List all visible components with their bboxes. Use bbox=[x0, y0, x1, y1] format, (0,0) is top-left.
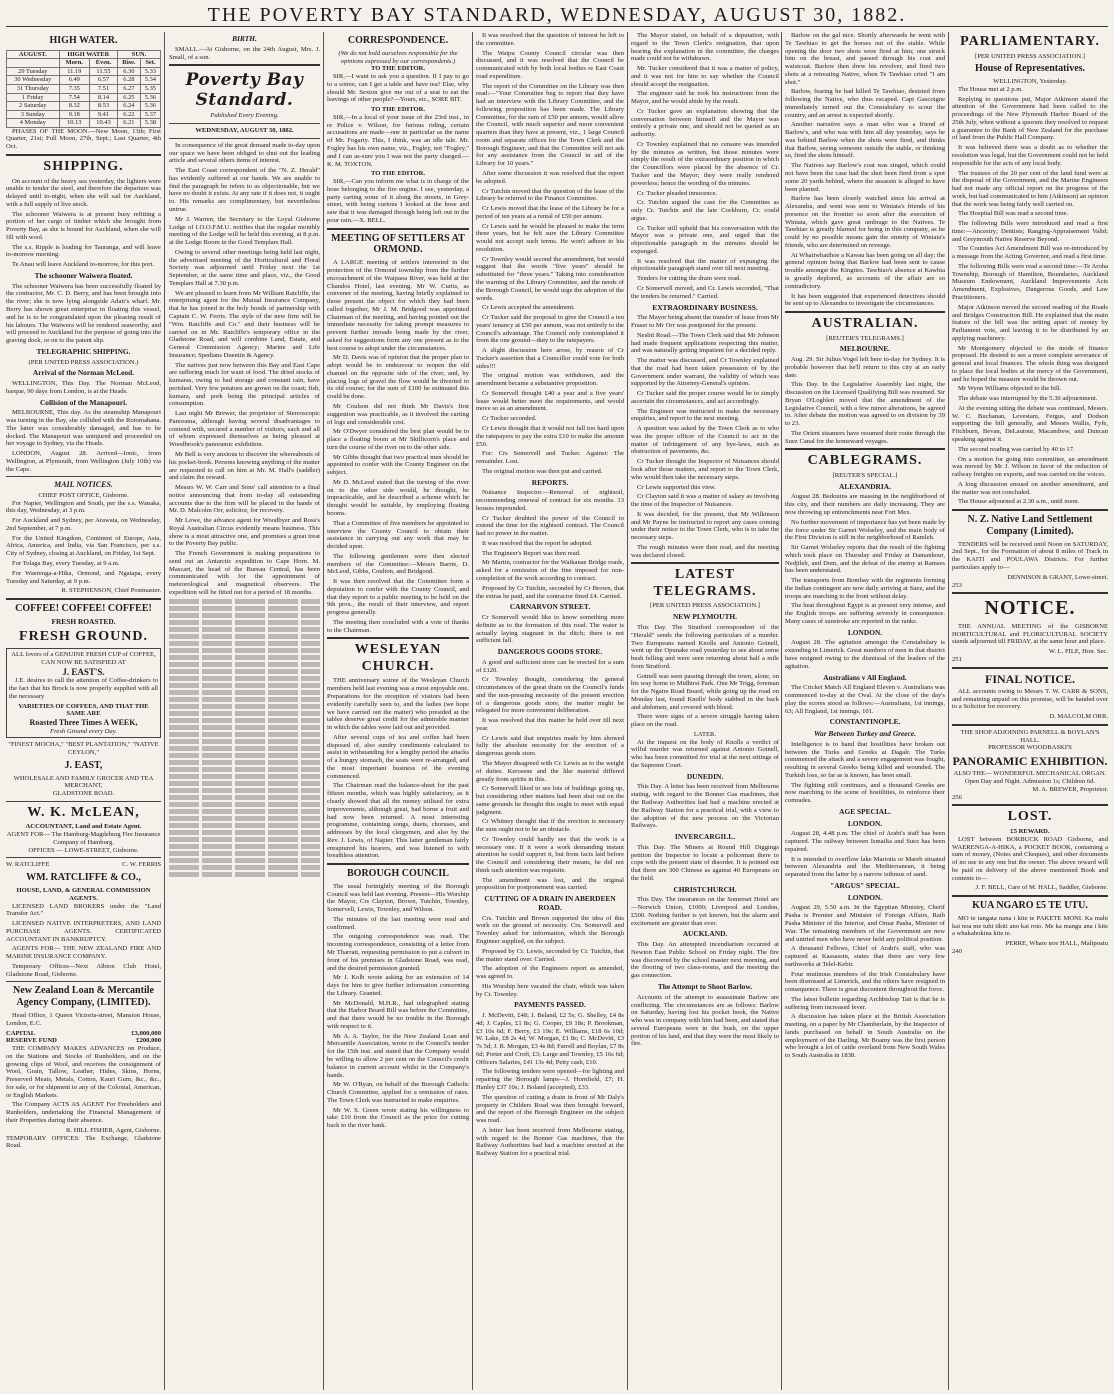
column-rule bbox=[164, 32, 165, 1390]
birth-notice: SMALL.—At Gisborne, on the 24th August, Mrs. J. Small, of a son. bbox=[169, 45, 320, 61]
tide-subheader: Morn. bbox=[59, 59, 89, 68]
mail-title: MAIL NOTICES. bbox=[54, 480, 113, 490]
paragraph: The schooner Waiwera is at present busy refitting a portion of her cargo of timber which she brought from Poverty Bay, as she is bound for Auckland, when she will fill with wool. bbox=[6, 210, 161, 241]
ratcliffe-name: WM. RATCLIFFE & CO., bbox=[26, 872, 141, 884]
paragraph: For Waerenga-a-Hika, Ormond, and Ngatapa, every Tuesday and Saturday, at 9 p.m. bbox=[6, 569, 161, 585]
nz-native-title: N. Z. Native Land Settlement Company (Limited). bbox=[967, 514, 1093, 537]
borough-title: BOROUGH COUNCIL bbox=[347, 868, 449, 880]
paragraph: The s.s. Ripple is loading for Tauranga, and will leave to-morrow morning. bbox=[6, 243, 161, 259]
table-row: 31 Thursday 7.35 7.51 6.27 5.35 bbox=[7, 84, 161, 93]
paragraph: Owing to several other meetings being held last night, the advertised meeting of the Horticultural and Floral Society was adjourned until Friday next the 1st September, at the same time and place, viz., the Good Templars Hall at 7.30 p.m. bbox=[169, 248, 320, 287]
latest-telegrams-title: LATEST TELEGRAMS. bbox=[653, 567, 757, 599]
subheading: Collision of the Manapouri. bbox=[39, 397, 128, 407]
paragraph: Te Anau will leave Auckland to-morrow, for this port. bbox=[12, 261, 154, 269]
lost-title: LOST. bbox=[1007, 809, 1053, 825]
paragraph: The natives just now between this Bay and East Cape are suffering much for want of food. The dried stocks of kumaras, owing to bad storage and constant rain, have perished. Very few potatoes are grown on the coast; fish, kumara, and pork being the principal articles of consumption. bbox=[169, 361, 320, 408]
tide-note: PHASES OF THE MOON.—New Moon, 13th; First Quarter, 21st; Full Moon, 27th, Sept.; Last Quarter, 4th Oct. bbox=[6, 127, 161, 151]
table-row: 29 Tuesday 11.19 11.55 6.30 5.33 bbox=[7, 67, 161, 76]
final-notice-title: FINAL NOTICE. bbox=[984, 671, 1076, 686]
table-row: 1 Friday 7.54 8.14 6.25 5.36 bbox=[7, 93, 161, 102]
tide-header: SUN. bbox=[117, 50, 160, 59]
column-1: HIGH WATER. AUGUST. HIGH WATER SUN. Morn. Even. Rise. Set. 29 Tuesday 11.19 11.55 6.30 5.33 30 Wednesday 6.49 6.57 6.28 5.34 31 Thursday 7.35 7.51 6.27 5.35 1 Friday 7.54 8.14 6.25 5.36 2 Saturday 8.32 8.53 6.24 5.36 3 Sunday 9.18 9.41 6.22 5.37 4 Monday 10.13 10.43 6.21 5.38 PHASES OF THE MOON.—New Moon, 13th; First Quarter, 21st; Full Moon, 27th, Sept.; Last Quarter, 4th Oct. SHIPPING. On account of the heavy sea yesterday, the lighters were unable to tender the steel, and therefore the departure was delayed until to-night, when she will sail for Auckland, with a full supply of live stock. The schooner Waiwera is at present busy refitting a portion of her cargo of timber which she brought from Poverty Bay, as she is bound for Auckland, when she will fill with wool. The s.s. Ripple is loading for Tauranga, and will leave to-morrow morning. Te Anau will leave Auckland to-morrow, for this port. The schooner Waiwera floated. The schooner Waiwera has been successfully floated by the contractor, Mr. C. D. Berry, and has been brought into the river; she is now lying alongside Adair's wharf. Mr. Berry has shown great enterprise in floating this vessel, and he is to be congratulated upon the pleasing result of his labours. The Waiwera will be rendered seaworthy, and will proceed to Auckland for the purpose of going into the graving dock, or on to the patent slip. TELEGRAPHIC SHIPPING. (PER UNITED PRESS ASSOCIATION.) Arrival of the Norman McLeod. WELLINGTON, This Day. The Norman McLeod, barque, 90 days from London, is at the Heads. Collision of the Manapouri. MELBOURNE, This day. As the steamship Manapouri was turning in the Bay, she collided with the Rotomahana. The latter was considerably damaged, and has to be docked. The Manapouri was uninjured and proceeded on her voyage to Sydney, via the Heads. LONDON, August 28. Arrived—Ionic, from Wellington, at Plymouth, from Wellington (July 10th) via the Cape. MAIL NOTICES. CHIEF POST OFFICE, Gisborne. For Napier, Wellington and South, per the s.s. Wanaka, this day, Wednesday, at 3 p.m. For Auckland and Sydney, per Arawata, on Wednesday, 2nd September, at 7 p.m. For the United Kingdom, Continent of Europe, Asia, Africa, America, and India, via San Francisco, per s.s. City of Sydney, closing at Auckland, on Friday, 1st Sept. For Tolaga Bay, every Tuesday, at 9 a.m. For Waerenga-a-Hika, Ormond, and Ngatapa, every Tuesday and Saturday, at 9 p.m. R. STEPHENSON, Chief Postmaster. COFFEE! COFFEE! COFFEE! FRESH ROASTED. FRESH GROUND. ALL lovers of a GENUINE FRESH CUP of COFFEE, CAN NOW BE SATISFIED AT J. EAST'S. J.E. desires to call the attention of Coffee-drinkers to the fact that his Brock is now properly supplied with all the necessary VARIETIES OF COFFEES, AND THAT THE SAME ARE Roasted Three Times A WEEK, Fresh Ground every Day. "FINEST MOCHA," "BEST PLANTATION," "NATIVE CEYLON," J. EAST, WHOLESALE AND FAMILY GROCER AND TEA MERCHANT, GLADSTONE ROAD. W. K. McLEAN, ACCOUNTANT, Land and Estate Agent. AGENT FOR— The Hamburg-Magdeburg Fire Insurance Company of Hamburg. OFFICES — LOWE-STREET, Gisborne. W. RATCLIFFE C. W. FERRIS WM. RATCLIFFE & CO., HOUSE, LAND, & GENERAL COMMISSION AGENTS. LICENSED LAND BROKERS under the "Land Transfer Act." LICENSED NATIVE INTERPRETERS, AND LAND PURCHASE AGENTS. CERTIFICATED ACCOUNTANT IN BANKRUPTCY. AGENTS FOR— THE NEW ZEALAND FIRE AND MARINE INSURANCE COMPANY. Temporary Offices—Next Albion Club Hotel, Gladstone Road, Gisborne. New Zealand Loan & Mercantile Agency Company, (LIMITED). Head Office, 1 Queen Victoria-street, Mansion House, London, E.C. CAPITAL £3,000,000 RESERVE FUND £200,000 THE COMPANY MAKES ADVANCES on Produce, on the Stations and Stocks of Runholders, and on the growing clips of Wool, and receives the consignment of Wool, Grain, Tallow, Leather, Hides, Skins, Horns, Preserved Meats, Metals, Cotton, Kauri Gum, &c., &c., for sale, or for shipment to any of the Colonial, American, or English Markets. The Company ACTS AS AGENT For Freeholders and Runholders, undertaking the Financial Management of their Properties during their absence. R. HILL FISHER, Agent, Gisborne. TEMPORARY OFFICES: The Exchange, Gladstone Road. bbox=[6, 35, 161, 1150]
correspondence-title: CORRESPONDENCE. bbox=[347, 35, 449, 46]
wesleyan-title: WESLEYAN CHURCH. bbox=[354, 642, 442, 674]
subheading: TELEGRAPHIC SHIPPING. bbox=[36, 346, 131, 356]
table-row: 4 Monday 10.13 10.43 6.21 5.38 bbox=[7, 119, 161, 128]
column-rule bbox=[948, 32, 949, 1390]
subheading: The schooner Waiwera floated. bbox=[34, 270, 133, 280]
coffee-sub: FRESH ROASTED. bbox=[51, 616, 116, 626]
paragraph: For Napier, Wellington and South, per the s.s. Wanaka, this day, Wednesday, at 3 p.m. bbox=[6, 499, 161, 515]
shipping-title: SHIPPING. bbox=[43, 159, 124, 175]
signature: R. STEPHENSON, Chief Postmaster. bbox=[61, 587, 161, 595]
coffee-heading-2: FRESH GROUND. bbox=[19, 628, 148, 644]
paragraph: The schooner Waiwera has been successfully floated by the contractor, Mr. C. D. Berry, and has been brought into the river; she is now lying alongside Adair's wharf. Mr. Berry has shown great enterprise in floating this vessel, and he is to be congratulated upon the pleasing result of his labours. The Waiwera will be rendered seaworthy, and will proceed to Auckland for the purpose of going into the graving dock, or on to the patent slip. bbox=[6, 282, 161, 345]
illegible-text-block bbox=[169, 599, 320, 877]
tide-subheader: Even. bbox=[89, 59, 117, 68]
column-rule bbox=[472, 32, 473, 1390]
column-7: PARLIAMENTARY. [PER UNITED PRESS ASSOCIATION.] House of Representatives. WELLINGTON, Yesterday. The House met at 2 p.m. Replying to questions put, Major Atkinson stated the attention of the Government had been called to the proceedings of the New Plymouth Harbor Board of the 25th July, when without a quorum they resolved to request a guarantee to the Bank of New Zealand for the purchase of land from the Public Hall Company. It was believed there was a doubt as to whether the resolution was legal, but the Government could not be held responsible for the acts of any local body. The trustees of the 20 per cent of the land fund were at the disposal of the Government, and the Marine Engineers had not made any official report on the progress of the work, but had communicated to him (Atkinson) an opinion that the work was being fairly well carried on. The Hospital Bill was read a second time. The following Bills were introduced and read a first time:—Ancestry; Dentists; Ranging-Appraisement Valid; and Greymouth Native Reserve Beyond. The Counties Act Amendment Bill was re-introduced by a message from the Acting Governor, and read a first time. The following Bills were read a second time:—Te Aroha Township, Borough of Hamilton, Boundaries, Auckland Museum Endowment, Auckland Improvements Acts Amendment, Explosives, Dangerous Goods, and Law Practitioners. Major Atkinson moved the second reading of the Roads and Bridges Construction Bill. He explained that the main feature of the bill was the setting apart of money by Parliament vote, and leaving it to be distributed by an applying machinery. Mr Montgomery objected to the mode of finance proposed. He desired to see a more complete severance of general and local finances. The whole thing was designed to place the local bodies at the mercy of the Government, and he hoped the measure would be thrown out. Mr Wynn Williams objected to the bill. The debate was interrupted by the 5.30 adjournment. At the evening sitting the debate was continued, Messrs. W. C. Buchanan, Levestam, Fergus, and Dodson supporting the bill generally, and Messrs Wallis, Fyfe, Fitchburn, Bevan, DeLautour, Macandrew, and Duncan speaking against it. The second reading was carried by 40 to 17. On a motion for going into committee, an amendment was moved by Mr J. Wilson in favor of the reduction of railway freights on exports, and was carried on the voices. A long discussion ensued on another amendment, and the matter was not concluded. The House adjourned at 2.30 a.m., until noon. N. Z. Native Land Settlement Company (Limited). TENDERS will be received until Noon on SATURDAY, 2nd Sept., for the Formation of about 8 miles of Track in the KAITI and POULAWA Districts. For further particulars apply to— DENNISON & GRANT, Lowe-street. 253 NOTICE. THE ANNUAL MEETING of the GISBORNE HORTICULTURAL and FLORICULTURAL SOCIETY stands adjourned till FRIDAY, at the same hour and place. W. L. FILE, Hon. Sec. 251 FINAL NOTICE. ALL accounts owing to Messrs T. W. CARR & SONS, and remaining unpaid on this promise, will be handed over to a Solicitor for recovery. D. MALCOLM ORR. THE SHOP ADJOINING PARNELL & BOYLAN'S HALL. PROFESSOR WOODBASKI'S PANORAMIC EXHIBITION. ALSO THE— WONDERFUL MECHANICAL ORGAN. Open Day and Night. Admission 1s; Children 6d. M. A. BREWER, Proprietor. 256 LOST. £5 REWARD. LOST between BORBUCK ROAD Gisborne, and WAERENGA-A-HIKA, a POCKET BOOK, containing a sum of money, (Notes and Cheques), and other documents of no use to any one but the owner. The above reward will be paid on delivery of the above mentioned Book and contents to— J. F. BELL, Care of M. HALL, Saddler, Gisborne. KUA NGARO £5 TE UTU. MO te tangata nana i kite te PAKETE MONI. Ka mahi kai noa me tuhi tikiti ano kai roto. Me ka mangu ana i kite a whakahokina kite te. PERRE, Whare tere HALL, Malipoatu 240 bbox=[952, 34, 1108, 955]
notice-title: NOTICE. bbox=[984, 597, 1076, 620]
kua-title: KUA NGARO £5 TE UTU. bbox=[972, 900, 1088, 912]
coffee-merchant: J. EAST, bbox=[64, 759, 103, 771]
paragraph: In consequence of the great demand made to-day upon our space we have been obliged to shut out the leading article and several others items of interest. bbox=[169, 141, 320, 165]
reserve-line: RESERVE FUND £200,000 bbox=[6, 1037, 161, 1045]
mclean-name: W. K. McLEAN, bbox=[27, 804, 140, 820]
masthead: THE POVERTY BAY STANDARD, WEDNESDAY, AUGUST 30, 1882. bbox=[6, 4, 1108, 27]
coffee-heading: COFFEE! COFFEE! COFFEE! bbox=[15, 603, 152, 615]
paragraph: Mr Bell is very anxious to discover the whereabouts of his pocket-book. Persons knowing anything of the matter are requested to call on him at Mr. M. Hall's (saddler) and claim the reward. bbox=[169, 450, 320, 482]
coffee-box: ALL lovers of a GENUINE FRESH CUP of COFFEE, CAN NOW BE SATISFIED AT J. EAST'S. J.E. desires to call the attention of Coffee-drinkers to the fact that his Brock is now properly supplied with all the necessary VARIETIES OF COFFEES, AND THAT THE SAME ARE Roasted Three Times A WEEK, Fresh Ground every Day. bbox=[6, 648, 161, 738]
table-row: 2 Saturday 8.32 8.53 6.24 5.36 bbox=[7, 102, 161, 111]
tide-title: HIGH WATER. bbox=[49, 35, 118, 46]
column-rule bbox=[323, 32, 324, 1390]
column-4: It was resolved that the question of interest be left to the committee. The Waipu County Council circular was then discussed, and it was resolved that the Council be communicated with by both local bodies re East Coast road expenditure. The report of the Committee on the Library was then read:—"Your Committee beg to report that they have had an interview with the Library Committee, and the following proposition has been made. The Library Committee, for the sum of £50 per annum, would allow the Council, with much superior and more convenient quarters than they have at present, viz., 1 large Council room and separate offices for the Town Clerk and the Borough Engineer, and that the Committee will not ask for any assistance from the Council in aid of the Library for 10 years." After some discussion it was resolved that the report be adopted. Cr Tutchin moved that the question of the lease of the Library be referred to the Finance Committee. Cr Lewis moved that the lease of the Library be for a period of ten years at a rental of £50 per annum. Cr Lewis said he would be pleased to make the term three years, but he felt sure the Library Committee would not accept such terms. He won't adhere to his resolution. Cr Townley would second the amendment, but would suggest that the words "five years" should be substituted for "three years." Taking into consideration the warning of the Library Committee, and the needs of the Borough Council, he would urge the adoption of the words. Cr Lewis accepted the amendment. Cr Tucker said the proposal to give the Council a ten years' tenancy at £50 per annum, was not entirely to the Council's advantage. The Council only contemplated it from the one ground—duty to the ratepayers. A slight discussion here arose, by reason of Cr Tucker's assertion that a Councillor could vote for both sides!!! The original motion was withdrawn, and the amendment became a substantive proposition. Cr Somervell thought £40 a year and a five years' lease would better meet the requirements, and would move so as an amendment. Cr Tucker seconded. Cr Lewis thought that it would not fall too hard upon the ratepayers to pay the extra £10 to make the amount £50. For: Crs Somervell and Tucker. Against: The remainder. Lost. The original motion was then put and carried. REPORTS. Nuisance Inspector.—Removal of nightsoil, recommending renewal of contract for six months. 13 houses impounded. Cr Tucker doubted the power of the Council to extend the time for the nightsoil contract. The Council had no power in the matter. It was resolved that the report be adopted. The Engineer's Report was then read. Mr Martin, contractor for the Waikanae Bridge roads, asked for a remission of the fine imposed for non-completion of the work according to contract. Proposed by Cr Tutchin, seconded by Cr Brown, that the extras be paid, and the contractor fined £4. Carried. CARNARVON STREET. Cr Somervell would like to know something more definite as to the formation of this road. The water is actually laying stagnant in the ditch; there is not sufficient fall. DANGEROUS GOODS STORE. A good and sufficient store can be erected for a sum of £120. Cr Townley thought, considering the general circumstances of the great drain on the Council's funds and the non-pressing necessity of the present erection of a dangerous goods store, the matter might be relegated for more convenient deliberation. It was resolved that this matter be held over till next year. Cr Lewis said that enquiries made by him showed fully the absolute necessity for the erection of a dangerous goods store. The Mayor disagreed with Cr. Lewis as to the weight of duties. Kerosene and the like material differed greatly from spirits in this. Cr Somervell liked to see lots of buildings going up, but considering other matters had been shut out on the same grounds he thought this ought to meet with equal judgment. Cr Whitney thought that if the erection is necessary the sum ought not to be an obstacle. Cr Townley could hardly see that the work is a necessary one. If it were a work demanding instant attention he could support it, but from facts laid before the Council and considering their means, he did not think such attention was requisite. The amendment was lost, and the original proposition for postponement was carried. CUTTING OF A DRAIN IN ABERDEEN ROAD. Crs. Tutchin and Brown supported the idea of this work on the ground of necessity. Crs. Somervell and Townley asked for information, which the Borough Engineer supplied, on the subject. Proposed by Cr. Lewis, seconded by Cr. Tutchin, that the matter stand over. Carried. The adoption of the Engineers report as amended, was agreed to. His Worship here vacated the chair, which was taken by Cr. Townley. PAYMENTS PASSED. J. McDevitt, £48; J. Beland, £2 5s; G. Shelley, £4 8s 4d; J. Caples, £1 8s; G. Cooper, £9 18s; P. Brookman, £3 10s 6d; F. Berry, £3 19s; E. Williams, £18 6s 10d; W. Lake, £8 2s 4d; W. Morgan, £1 8s; C. McDevitt, £3 7s 5d; J. R. Morgan, £3 4s 8d; Farrell and Boylan, £7 8s 6d; Porter and Croft, £3; Large and Townley, £5 16s 6d; Officers Salaries, £41 13s 4d; Petty cash, £10. The following tenders were opened—for lighting and repairing the Borough lamps—J. Hornfield, £7; H. Hanley £37 10s; J. Boland (accepted), £33. The question of cutting a drain in front of Mr Daly's property in Childers Road was then brought forward, and the report of the Borough Engineer on the subject was read. A letter has been received from Melbourne stating, with regard to the Bonner Gas machines, that the Railway Authorities had had a machine erected at the Railway Station for a practical trial. bbox=[476, 32, 624, 1158]
panoramic-title: PANORAMIC EXHIBITION. bbox=[952, 754, 1108, 769]
paragraph: WELLINGTON, This Day. The Norman McLeod, barque, 90 days from London, is at the Heads. bbox=[6, 380, 161, 395]
parliament-title: PARLIAMENTARY. bbox=[960, 34, 1100, 49]
letter: SIR,—I want to ask you a question. If I pay to go to a soiree, can I get a table and have tea? Else, why should Mr. Sexton give me out of a seat to eat the leavings of other people?—Yours, etc., SORE BIT. bbox=[327, 73, 469, 104]
table-row: 3 Sunday 9.18 9.41 6.22 5.37 bbox=[7, 110, 161, 119]
column-2 bbox=[169, 32, 320, 1390]
tide-header: AUGUST. bbox=[7, 50, 60, 59]
coffee-brands: "FINEST MOCHA," "BEST PLANTATION," "NATIVE CEYLON," bbox=[8, 741, 159, 757]
column-6: Barlow on the gal nice. Shortly afterwards he went with Te Tawhiao to get the horses out of the stable. While opening the door two shots were fired at him; one struck him on the breast, and passed through his coat and waistcoat. Barlow then drew his revolver, and fired two shots at a retreating Native, when Te Tawhiao cried "I am shot." Barlow, fearing he had killed Te Tawhiao, desisted from following the Native, who thus escaped. Capt Gascoigne immediately turned out the Constabulary to scour the country, and an arrest is expected shortly. Another narrative says a man who was a friend of Barlow's, and who was with him all day yesterday, says he was behind Barlow when the shots were fired, and thinks that Barlow, seeing someone outside the stable, or thinking so, fired the shots himself. The Natives say Barlow's coat was singed, which could not have been the case had the shot been fired from a spot some 20 yards behind, where the assassin is alleged to have been planted. Barlow has been closely watched since his arrival at Alexandra, and went was sent to Winiata's friends of his presence on the frontier so soon after the execution of Winiata, which gave great umbrage to the Natives. Te Tawhiao is greatly blamed for being in this company, as he could by no possible means gain the enmity of Winiata's friends, who are determined on revenge. At Whatiwhatihoe a Kawau has been going on all day; the general opinion being that Barlow had been sent to cause trouble amongst the Kingites. Tawhiao's absence at Kawhia is greatly deplored, as accounts of the affair are so contradictory. It has been suggested that experienced detectives should be sent up to Alexandra to investigate the circumstances. AUSTRALIAN. [REUTER'S TELEGRAMS.] MELBOURNE. Aug. 29. Sir Julius Vogel left here to-day for Sydney. It is probable however that he'll return to this city at an early date. This Day. In the Legislative Assembly last night, the discussion on the Licensed Qualifying Bill was resumed. Sir Bryan O'Loghlen moved that the amendment of the Legislative Council, with a few minor alterations, be agreed to. After debate the motion was agreed to on division by 39 to 23. The Orient steamers have resumed their route through the Suez Canal for the homeward voyages. CABLEGRAMS. [REUTER'S SPECIAL.] ALEXANDRIA. August 28. Bedouins are massing in the neighborhood of this city, and their numbers are daily increasing. They are now throwing up entrenchments near Fort Mex. No further movement of importance has yet been made by the force under Sir Garnet Wolseley, and the main body of the First Division is still in the neighborhood of Ramleh. Sir Garnet Wolseley reports that the result of the fighting which took place on Thursday and Friday at Damanhour, Nedjileh, and Dom, and the defeat of the enemy at Ramses has been understated. The transports from Bombay with the regiments forming the Indian contingent are now daily arriving at Suez, and the troops are marching to the front without delay. The heat throughout Egypt is at present very intense, and the English troops are suffering severely in consequence. Many cases of sunstroke are reported in the ranks. LONDON. August 28. The agitation amongst the Constabulary is extending in Limerick. Great numbers of men in that district have resigned owing to the dismissal of the leaders of the agitation. Australians v All England. The Cricket Match All England Eleven v. Australians was commenced to-day at the Oval. At the close of the day's play the scores stood as follows:—Australians, 1st innings, 63; All England, 1st innings, 101. CONSTANTINOPLE. War Between Turkey and Greece. Intelligence is to hand that hostilities have broken out between the Turks and Greeks at Dagalr. The Turks commenced the attack and a severe engagement was fought, resulting in several Greeks being killed and wounded. The Turkish loss, so far as is known, has been small. The fighting still continues, and a thousand Greeks are now marching to the scene of hostilities, to reinforce their comrades. AGE SPECIAL. LONDON. August 28, 4.48 p.m. The chief of Arabi's staff has been captured. The railway between Ismailia and Suez has been repaired. It is intended to overflow lake Mariotis or Mareb situated between Alexandria and the Mediterranean, it being separated from the latter by a narrow isthmus of sand. "ARGUS" SPECIAL. LONDON. August 29, 5.50 a.m. In the Egyptian Ministry, Cherif Pasha is Premier and Minister of Foreign Affairs, Raib Pasha Minister of the Interior, and Omar Pasha, Minister of War. The remaining members of the Government are new and untried men who have never held any political position. A thousand Fellows, Chief of Arabi's staff, who was captured at Kassassin, states that there are very few earthworks at Telel-Kebir. Four mutinous members of the Irish Constabulary have been dismissed at Limerick, and the others have resigned in consequence. There is great discontent throughout the force. The latest bulletin regarding Archbishop Tait is that he is suffering from increased fever. A discussion has taken place at the British Association meeting, on a paper by Mr Chamberlain, by the Inspector of lands purchased on behalf in South Australia on the employment of the Darling. Mr Boamy was the first person who brought a lot of cattle overland from New South Wales to South Australia in 1838. bbox=[785, 32, 945, 1060]
paragraph: On account of the heavy sea yesterday, the lighters were unable to tender the steel, and therefore the departure was delayed until to-night, when she will sail for Auckland, with a full supply of live stock. bbox=[6, 177, 161, 208]
australian-title: AUSTRALIAN. bbox=[811, 316, 919, 332]
tide-subheader: Set. bbox=[140, 59, 160, 68]
paragraph: For Auckland and Sydney, per Arawata, on Wednesday, 2nd September, at 7 p.m. bbox=[6, 517, 161, 532]
paragraph: The East Coast correspondent of the "N. Z. Herald" has evidently suffered at our hands. We are unable to find the paragraph he refers to as objectionable, but we have no doubt it exists. At any rate if it does not, it ought to. His remarks are complimentary, but nevertheless untrue. bbox=[169, 167, 320, 214]
paragraph: LONDON, August 28. Arrived—Ionic, from Wellington, at Plymouth, from Wellington (July 10th) via the Cape. bbox=[6, 450, 161, 473]
nzloan-title: New Zealand Loan & Mercantile Agency Company, (LIMITED). bbox=[13, 985, 154, 1009]
tide-table bbox=[6, 50, 161, 128]
birth-title: BIRTH. bbox=[232, 34, 257, 43]
paragraph: For the United Kingdom, Continent of Europe, Asia, Africa, America, and India, via San Francisco, per s.s. City of Sydney, closing at Auckland, on Friday, 1st Sept. bbox=[6, 534, 161, 558]
paper-subtitle: Published Every Evening. bbox=[210, 112, 279, 120]
paper-date: WEDNESDAY, AUGUST 30, 1882. bbox=[195, 127, 294, 135]
letter: SIR,—Can you inform me what is in charge of the hose belonging to the fire engine. I see, yesterday, a party carting some of it along the streets, in Grey-street, with being curious I looked at the hose and saw that it was damaged through being left out in the pour rain.—X. BELL. bbox=[327, 178, 469, 224]
paragraph: For Tolaga Bay, every Tuesday, at 9 a.m. bbox=[12, 560, 120, 567]
column-5: The Mayor stated, on behalf of a deputation, with regard to the Town Clerk's resignation, that upon hearing the explanation in the committee, the charges made could not be withdrawn. Mr. Tucker considered that it was a matter of policy, and it was not for him to say whether the Council should accept the resignation. The engineer said he took his instructions from the Mayor, and he would abide by the result. Cr Tucker gave an explanation showing that the conversation between himself and the Mayor was entirely a private one, and should not be quoted as an authority. Cr Townley explained that no censure was intended by the minutes as written, but those minutes were simply the result of the extraordinary position in which the Councillors were placed by the absence of Cr. Tucker and the Mayor; they were really rendered powerless; hence the wording of the minutes. Cr. Tucker pleaded innocence. Cr. Tutchin argued the case for the Committee as only Cr. Tutchin and the late Cockburn, Cr. could argue. Cr. Tucker still upheld that his conversation with the Mayor was a private one, and urged that the objectionable paragraph in the minutes should be expunged. It was resolved that the matter of expunging the objectionable paragraph stand over till next meeting. Tenders for cutting the drain were read. Cr Somervell moved, and Cr. Lewis seconded, "That the tenders be returned." Carried. EXTRAORDINARY BUSINESS. The Mayor being absent the transfer of lease from Mr Fraser to Mr Orr was postponed for the present. Nesbit Road.—The Town Clerk said that Mr Johnson had made frequent applications respecting this matter, and was naturally getting impatient for a decided reply. The matter was discussed, and Cr Townley explained that the road had been taken possession of by the Government under warrant, the validity of which was supported by the Attorney-General's opinion. Cr Tucker said the proper course would be to simply ascertain the circumstances, and act accordingly. The Engineer was instructed to make the necessary enquiries, and report to the next meeting. A question was asked by the Town Clerk as to who was the proper officer of the Council to act in the matter of infringement of any bye-laws, such as obstruction of pavements, &c. Cr Tucker thought the Inspector of Nuisances should look after those matters, and report to the Town Clerk, who would then take the necessary steps. Cr Lewis supported this view. Cr Clayton said it was a matter of salary as involving the time of the Inspector of Nuisances. It was decided, for the present, that Mr Wilkinson and Mr Payne be instructed to report any cases coming under their notice to the Town Clerk, who is to take the necessary steps. The rough minutes were then read, and the meeting was declared closed. LATEST TELEGRAMS. [PER UNITED PRESS ASSOCIATION.] NEW PLYMOUTH. This Day. The Stratford correspondent of the "Herald" sends the following particulars of a murder. Two Europeans named Knolls and Antonio Gotnell, went up the Opunake road yesterday to see about some bush felling and were seen returning about half a mile from Stratford. Gotnell was seen passing through the town, alone, on his way home to Midhirst Park. One Mr Trigg, foreman for the Ngaire Road Board, while going up the road on Monday last, found Knolls' body stabbed in the back and abdomen, and covered with blood. There were signs of a severe struggle having taken place on the road. LATER. At the inquest on the body of Knolls a verdict of wilful murder was returned against Antonio Gotnell, who has been committed for trial at the next sittings of the Supreme Court. DUNEDIN. This Day. A letter has been received from Melbourne stating, with regard to the Bonner Gas machines, that the Railway Authorities had had a machine erected at the Railway Station for a practical trial, with a view to the adoption of the new process on the Victorian Railways. INVERCARGILL. This Day. The Miners at Round Hill Diggings petition the Inspector to locate a policeman there to cope with the present state of disorder. It is pointed out that there are 300 Chinese as against 40 Europeans on the field. CHRISTCHURCH. This Day. The insurances on the Somerset Hotel are—Norwich Union, £1000; Liverpool and London, £500. Nothing further is yet known, but the alarm and excitement are greater than ever. AUCKLAND. This Day. An attempted incendiarism occurred at Newton East Public School on Friday night. The fire was discovered by the school master next morning, and the flooring of two class-rooms, and the meeting the gas connection. The Attempt to Shoot Barlow. Accounts of the attempt to assassinate Barlow are conflicting. The circumstances are as follows: Barlow on Saturday, having lost his pocket book, the Native who was in company with him had been, and stated that several Europeans were in the bush, on the upper portion of his land, and that they were the most likely to fire. bbox=[631, 32, 779, 1048]
cablegrams-title: CABLEGRAMS. bbox=[807, 453, 923, 469]
tide-header: HIGH WATER bbox=[59, 50, 117, 59]
column-rule bbox=[627, 32, 628, 1390]
tide-subheader: Rise. bbox=[117, 59, 140, 68]
ratcliffe-header: W. RATCLIFFE C. W. FERRIS bbox=[6, 861, 161, 869]
capital-line: CAPITAL £3,000,000 bbox=[6, 1029, 161, 1037]
letter: SIR,—In a local of your issue of the 23rd inst., in re Police v. Wilson, for furious riding, certain accusations are made—one in particular as the name of Mr. Fogarty. This, I think, was an idle tale. Mr. Fogley has his own name, viz., Fogley, not "Fogley," and I can as-sure you I was not the party charged.—K. M. TOXTON. bbox=[327, 113, 469, 168]
paper-title: Poverty Bay Standard. bbox=[185, 70, 304, 111]
paragraph: Mr Lowe, the advance agent for Woodbyer and Ross's Royal Australian Circus evidently means business. This show is a most attractive one, and promises a great treat to the Poverty Bay public. bbox=[169, 517, 320, 548]
ormond-title: MEETING OF SETTLERS AT ORMOND. bbox=[331, 232, 465, 256]
assoc-line: (PER UNITED PRESS ASSOCIATION.) bbox=[28, 358, 139, 366]
paragraph: MELBOURNE, This day. As the steamship Manapouri was turning in the Bay, she collided with the Rotomahana. The latter was considerably damaged, and has to be docked. The Manapouri was uninjured and proceeded on her voyage to Sydney, via the Heads. bbox=[6, 409, 161, 448]
column-3: CORRESPONDENCE. (We do not hold ourselves responsible for the opinions expressed by our correspondents.) TO THE EDITOR. SIR,—I want to ask you a question. If I pay to go to a soiree, can I get a table and have tea? Else, why should Mr. Sexton give me out of a seat to eat the leavings of other people?—Yours, etc., SORE BIT. TO THE EDITOR. SIR,—In a local of your issue of the 23rd inst., in re Police v. Wilson, for furious riding, certain accusations are made—one in particular as the name of Mr. Fogarty. This, I think, was an idle tale. Mr. Fogley has his own name, viz., Fogley, not "Fogley," and I can as-sure you I was not the party charged.—K. M. TOXTON. TO THE EDITOR. SIR,—Can you inform me what is in charge of the hose belonging to the fire engine. I see, yesterday, a party carting some of it along the streets, in Grey-street, with being curious I looked at the hose and saw that it was damaged through being left out in the pour rain.—X. BELL. MEETING OF SETTLERS AT ORMOND. A LARGE meeting of settlers interested in the protection of the Ormond township from the further encroachment of the Waipaoa River, was held at the Chandos Hotel, last evening. Mr W. Curtis, as convener of the meeting, having briefly explained to those present the object for which they had been called together, Mr J. M. Bridgood was appointed Chairman of the meeting, and having pointed out the immediate necessity for taking prompt measures to prevent further inroads being made by the river, asked for suggestions form any one present as to the best course to adopt under the circumstances. Mr D. Davis was of opinion that the proper plan to adopt would be to endeavour to reopen the old channel on the opposite side of the river, and, by placing logs of gravel the flow would be diverted to its old course; for the sum of £100 he estimated this could be done. Mr Coulson did not think Mr Davis's first suggestion was practicable, as it involved the carting of logs and considerable cost. Mr O'Dwyer considered the best plan would be to place a floating boom at Mr Skillicorn's place and turn the course of the river on to the other side. Mr Gibbs thought that two practical men should be appointed to confer with the County Engineer on the subject. Mr D. McLeod stated that the turning of the river on to the other side would, he thought, be impracticable, and he described a scheme which he thought would be suitable, by employing floating booms. That a Committee of five members be appointed to interview the County Council to obtain their assistance in carrying out any work that may be decided upon. The following gentlemen were then elected members of the Committee:—Messrs Barrie, D. McLeod, Gibbs, Coulton, and Bridgood. It was then resolved that the Committee form a deputation to confer with the County Council, and that they report to a public meeting to be held on the 9th prox., the result of their interview, and report progress generally. The meeting then concluded with a vote of thanks to the Chairman. WESLEYAN CHURCH. THE anniversary soiree of the Wesleyan Church members held last evening was a most enjoyable one. Preparations for the reception of visitors had been evidently carefully seen to, and the ladies (we hope we have carried out the matter) who presided at the tables deserve great credit for the admirable manner in which the tables were laid out and provided. After several cups of tea and coffee had been disposed of, also sundry condiments calculated to assist in withstanding for a lengthy period the attacks of a hungry stomach, the seats were re-arranged, and the most important business of the evening commenced. The Chairman read the balance-sheet for the past fifteen months, which was highly satisfactory, as it clearly showed that all the money utilised for extra improvements, although great, had borne a fruit and had now been returned. A most interesting programme, containing songs, duets, choruses, and addresses by the local clergymen, and also by the Rev. J. Lewis, of Napier. This latter gentleman fairly enraptured his hearers, and was listened to with breathless attention. BOROUGH COUNCIL The usual fortnightly meeting of the Borough Council was held last evening. Present—His Worship the Mayor, Crs Clayton, Brown, Tutchin, Townley, Somervell, Lewis, Townley, and Wilson. The minutes of the last meeting were read and confirmed. The outgoing correspondence was read. The incoming correspondence, consisting of a letter from Mr Tharratt, requesting permission to put a culvert in front of his premises in Gladstone Road, was read, and the desired permission granted. Mr J. Kolb wrote asking for an extension of 14 days for him to give further information concerning the Library. Granted. Mr McDonald, M.H.R., had telegraphed stating that the Harbor Board Bill was before the Committee, and that there would be no trouble in the Borough with respect to it. Mr A. A. Taylor, for the New Zealand Loan and Mercantile Association, wrote re the Council's tender for the 15th inst. and stated that the Company would be willing to allow 2 per cent on the Council's credit balance in current account whilst in the Company's hands. Mr W. O'Ryan, on behalf of the Borough Catholic Church Committee, applied for a remission of rates. The Town Clerk was instructed to make enquiries. Mr W. S. Green wrote stating his willingness to take £10 from the Council as the price for cutting back to the river bank. bbox=[327, 35, 469, 1130]
paragraph: Messrs W. W. Carr and Sons' call attention to a final notice announcing that from to-day all outstanding accounts due to the firm will be placed in the hands of Mr. D. Malcolm Orr, solicitor, for recovery. bbox=[169, 484, 320, 515]
subheading: Arrival of the Norman McLeod. bbox=[32, 368, 135, 378]
mail-office: CHIEF POST OFFICE, Gisborne. bbox=[38, 491, 129, 499]
column-rule bbox=[781, 32, 782, 1390]
paragraph: We are pleased to learn from Mr William Ratcliffe, the enterprising agent for the Mutual Insurance Company, that he has joined in the holy bonds of partnership with Captain C. W. Ferris. The style of the new firm will be "Wm. Ratcliffe and Co." and their business will be carried on in Mr. Ratcliffe's temporary office in the Gladstone Road, and will combine Land, Estate, and General Commission Agency; Marine and Life Insurance; Spedians Duentin & Agency. bbox=[169, 289, 320, 359]
paragraph: Mr J. Warren, the Secretary to the Loyal Gisborne Lodge of I.O.O.F.M.U. notifies that the regular monthly meeting of the Lodge will be held this evening, at 8 p.m. at the Lodge Room in the Good Templars Hall. bbox=[169, 215, 320, 247]
paragraph: The French Government is making preparations to send out an Antarctic expedition to Cape Horn. M. Mascart, the head of the Bureau Central, has been communicated with for the appointment of meteorological and magnetical observers. The expedition will be fitted out for a period of 18 months. bbox=[169, 550, 320, 596]
table-row: 30 Wednesday 6.49 6.57 6.28 5.34 bbox=[7, 76, 161, 85]
paragraph: Last night Mr Brewer, the proprietor of Stereoscopic Panorama, although having several disadvantages to contend with, secured a number of visitors, each and all of whom expressed themselves as being pleased at Woodbrook's panoramic exhibition. bbox=[169, 410, 320, 449]
